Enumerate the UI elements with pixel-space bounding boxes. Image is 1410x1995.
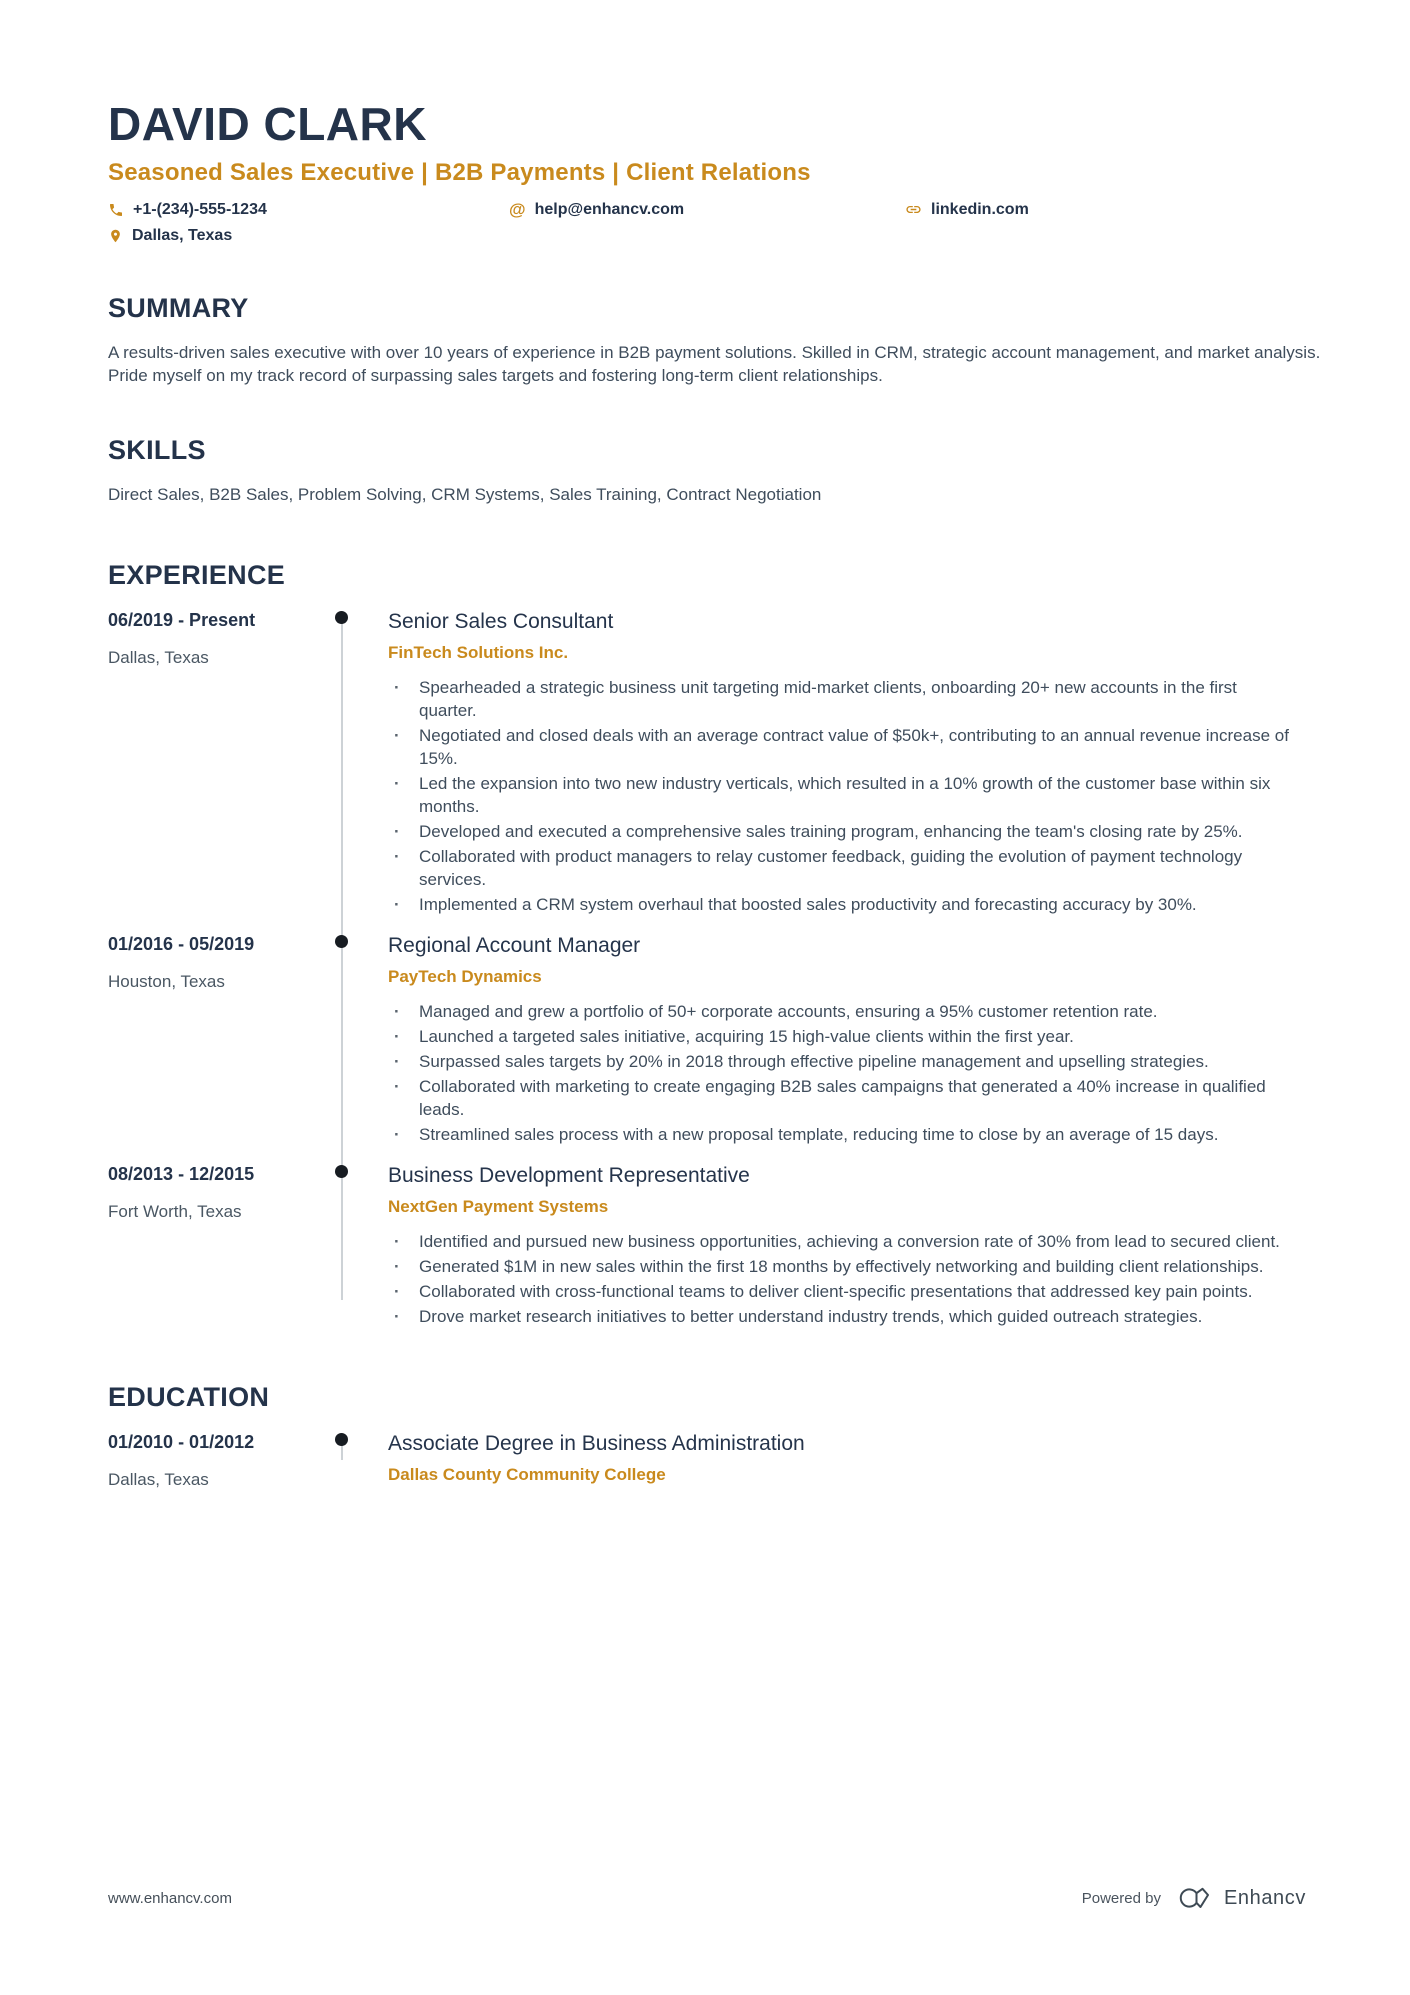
timeline-dot-tail (341, 1445, 343, 1460)
location-text: Dallas, Texas (132, 226, 233, 244)
bullet-item: · Launched a targeted sales initiative, acquiring 15 high-value clients within the first year. (388, 1025, 1298, 1048)
company-name: FinTech Solutions Inc. (388, 642, 569, 662)
entry-dates: 06/2019 - Present (108, 609, 256, 630)
phone-number: +1-(234)-555-1234 (133, 200, 267, 218)
job-title: Senior Sales Consultant (388, 609, 614, 633)
phone-icon (108, 202, 124, 218)
education-section (108, 1380, 1324, 1491)
entry-dates: 01/2010 - 01/2012 (108, 1431, 255, 1452)
entry-location: Fort Worth, Texas (108, 1201, 242, 1221)
company-name: PayTech Dynamics (388, 966, 542, 986)
school-name: Dallas County Community College (388, 1464, 666, 1484)
entry-body (388, 1430, 1324, 1491)
job-bullets (388, 1000, 1324, 1146)
bullet-item: · Developed and executed a comprehensive sales training program, enhancing the team's closing rate by 25%. (388, 820, 1298, 843)
bullet-item: · Surpassed sales targets by 20% in 2018 through effective pipeline management and upselling strategies. (388, 1050, 1298, 1073)
contact-row-1 (108, 201, 1324, 227)
skills-title: SKILLS (108, 434, 206, 465)
experience-entries (108, 608, 1324, 1330)
entry-meta (108, 932, 388, 1148)
contact-info (108, 201, 1324, 253)
bullet-item: · Negotiated and closed deals with an average contract value of $50k+, contributing to an annual revenue increase of 15%. (388, 724, 1298, 770)
summary-section (108, 291, 1324, 387)
job-bullets (388, 676, 1324, 916)
linkedin-contact[interactable] (905, 201, 1029, 219)
email-address: help@enhancv.com (534, 200, 685, 218)
job-title: Business Development Representative (388, 1163, 750, 1187)
experience-entry-2 (108, 932, 1324, 1148)
timeline-dot (335, 1165, 348, 1178)
powered-by-label: Powered by (1081, 1889, 1161, 1907)
powered-by-brand (1082, 1885, 1306, 1911)
skills-text: Direct Sales, B2B Sales, Problem Solving, CRM Systems, Sales Training, Contract Negotiation (108, 484, 822, 504)
entry-dates: 01/2016 - 05/2019 (108, 933, 255, 954)
location-contact (108, 227, 232, 245)
job-bullets (388, 1230, 1324, 1328)
location-pin-icon (108, 228, 123, 244)
linkedin-url: linkedin.com (931, 200, 1029, 218)
entry-meta (108, 1162, 388, 1330)
bullet-item: · Implemented a CRM system overhaul that boosted sales productivity and forecasting accuracy by 30%. (388, 893, 1298, 916)
bullet-item: · Drove market research initiatives to better understand industry trends, which guided outreach strategies. (388, 1305, 1298, 1328)
phone-contact[interactable] (108, 201, 267, 219)
education-title: EDUCATION (108, 1381, 270, 1412)
company-name: NextGen Payment Systems (388, 1196, 609, 1216)
bullet-item: · Collaborated with product managers to relay customer feedback, guiding the evolution of payment technology services. (388, 845, 1298, 891)
timeline-dot (335, 611, 348, 624)
entry-body (388, 932, 1324, 1148)
timeline-dot (335, 935, 348, 948)
timeline-dot (335, 1433, 348, 1446)
entry-meta (108, 608, 388, 918)
at-sign-icon: @ (509, 199, 526, 219)
experience-entry-3 (108, 1162, 1324, 1330)
brand-name: Enhancv (1223, 1886, 1306, 1909)
bullet-item: · Spearheaded a strategic business unit targeting mid-market clients, onboarding 20+ new accounts in the first quarter. (388, 676, 1298, 722)
education-entries (108, 1430, 1324, 1491)
job-title: Regional Account Manager (388, 933, 641, 957)
bullet-item: · Streamlined sales process with a new proposal template, reducing time to close by an average of 15 days. (388, 1123, 1298, 1146)
entry-body (388, 608, 1324, 918)
footer-site-link[interactable]: www.enhancv.com (108, 1889, 232, 1907)
bullet-item: · Generated $1M in new sales within the first 18 months by effectively networking and building client relationships. (388, 1255, 1298, 1278)
entry-location: Houston, Texas (108, 971, 225, 991)
bullet-item: · Collaborated with cross-functional teams to deliver client-specific presentations that addressed key pain points. (388, 1280, 1298, 1303)
bullet-item: · Identified and pursued new business opportunities, achieving a conversion rate of 30% from lead to secured client. (388, 1230, 1298, 1253)
entry-dates: 08/2013 - 12/2015 (108, 1163, 255, 1184)
enhancv-logo-icon (1174, 1885, 1211, 1911)
page-footer (108, 1885, 1306, 1911)
contact-row-2 (108, 227, 1324, 253)
bullet-item: · Collaborated with marketing to create engaging B2B sales campaigns that generated a 40% increase in qualified leads. (388, 1075, 1298, 1121)
summary-text: A results-driven sales executive with over 10 years of experience in B2B payment solutions. Skilled in CRM, strategic account management, and market analysis. Pride myself on my track record of surpassing sales targets and fostering long-term client relationships. (108, 342, 1321, 385)
bullet-item: · Led the expansion into two new industry verticals, which resulted in a 10% growth of the customer base within six months. (388, 772, 1298, 818)
degree-title: Associate Degree in Business Administration (388, 1431, 805, 1455)
bullet-item: · Managed and grew a portfolio of 50+ corporate accounts, ensuring a 95% customer retention rate. (388, 1000, 1298, 1023)
candidate-name: DAVID CLARK (108, 98, 427, 150)
resume-header (108, 100, 1324, 253)
candidate-tagline: Seasoned Sales Executive | B2B Payments | Client Relations (108, 158, 811, 186)
entry-body (388, 1162, 1324, 1330)
link-chain-icon (905, 201, 922, 218)
experience-section (108, 558, 1324, 1330)
entry-location: Dallas, Texas (108, 1469, 209, 1489)
summary-title: SUMMARY (108, 292, 249, 323)
experience-entry-1 (108, 608, 1324, 918)
education-entry-1 (108, 1430, 1324, 1491)
entry-location: Dallas, Texas (108, 647, 209, 667)
skills-section (108, 433, 1324, 506)
email-contact[interactable] (509, 201, 684, 219)
experience-title: EXPERIENCE (108, 559, 286, 590)
